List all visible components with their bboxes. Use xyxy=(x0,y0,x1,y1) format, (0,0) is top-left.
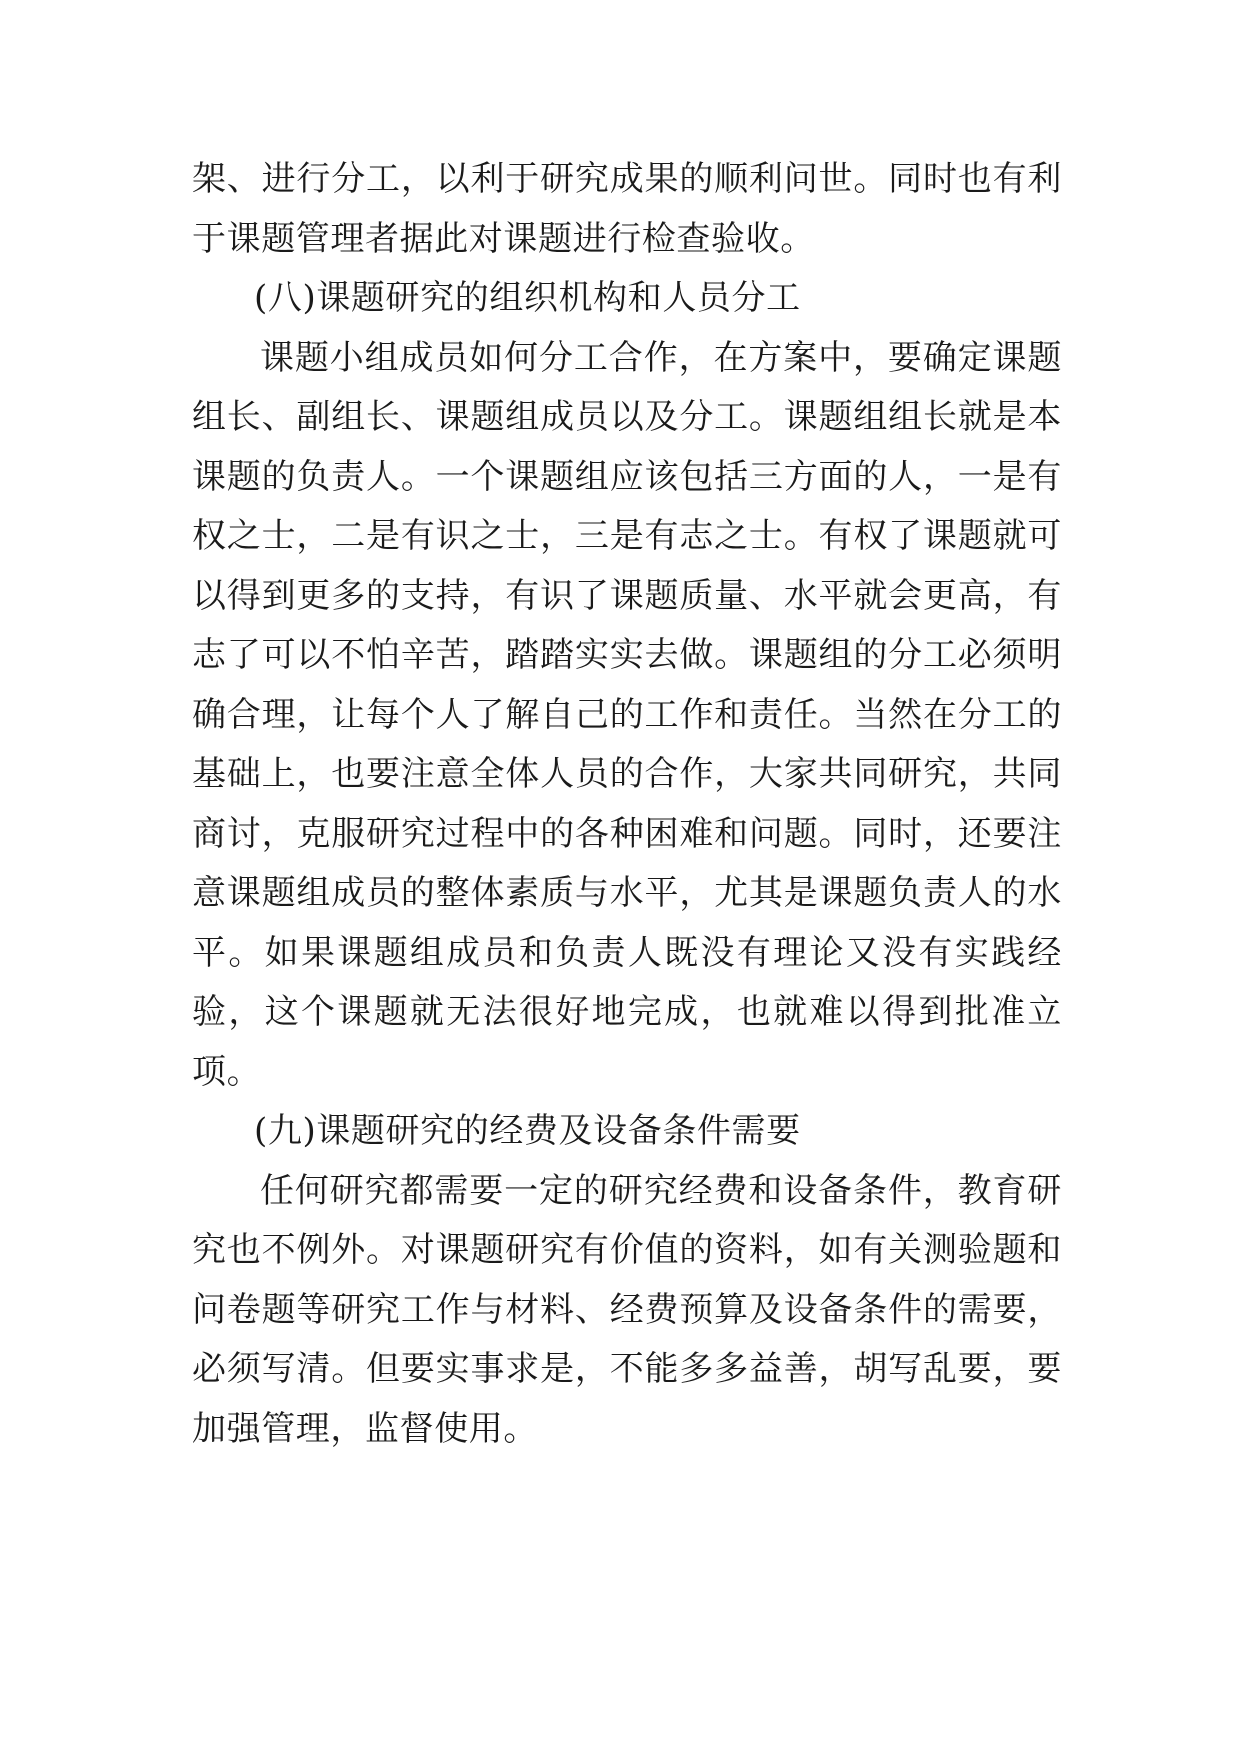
paragraph-funding: 任何研究都需要一定的研究经费和设备条件，教育研究也不例外。对课题研究有价值的资料，如有关测验题和问卷题等研究工作与材料、经费预算及设备条件的需要，必须写清。但要实事求是，不能多多益善，胡写乱要，要加强管理，监督使用。 xyxy=(192,1170,1062,1449)
paragraph-continuation: 架、进行分工，以利于研究成果的顺利问世。同时也有利于课题管理者据此对课题进行检查验收。 xyxy=(192,159,1062,259)
section-heading-eight: (八)课题研究的组织机构和人员分工 xyxy=(254,278,801,318)
section-heading-nine: (九)课题研究的经费及设备条件需要 xyxy=(254,1111,801,1151)
paragraph-organization: 课题小组成员如何分工合作，在方案中，要确定课题组长、副组长、课题组成员以及分工。课题组组长就是本课题的负责人。一个课题组应该包括三方面的人，一是有权之士，二是有识之士，三是有志之士。有权了课题就可以得到更多的支持，有识了课题质量、水平就会更高，有志了可以不怕辛苦，踏踏实实去做。课题组的分工必须明确合理，让每个人了解自己的工作和责任。当然在分工的基础上，也要注意全体人员的合作，大家共同研究，共同商讨，克服研究过程中的各种困难和问题。同时，还要注意课题组成员的整体素质与水平，尤其是课题负责人的水平。如果课题组成员和负责人既没有理论又没有实践经验，这个课题就无法很好地完成，也就难以得到批准立项。 xyxy=(192,337,1062,1092)
document-body xyxy=(192,150,1062,1459)
